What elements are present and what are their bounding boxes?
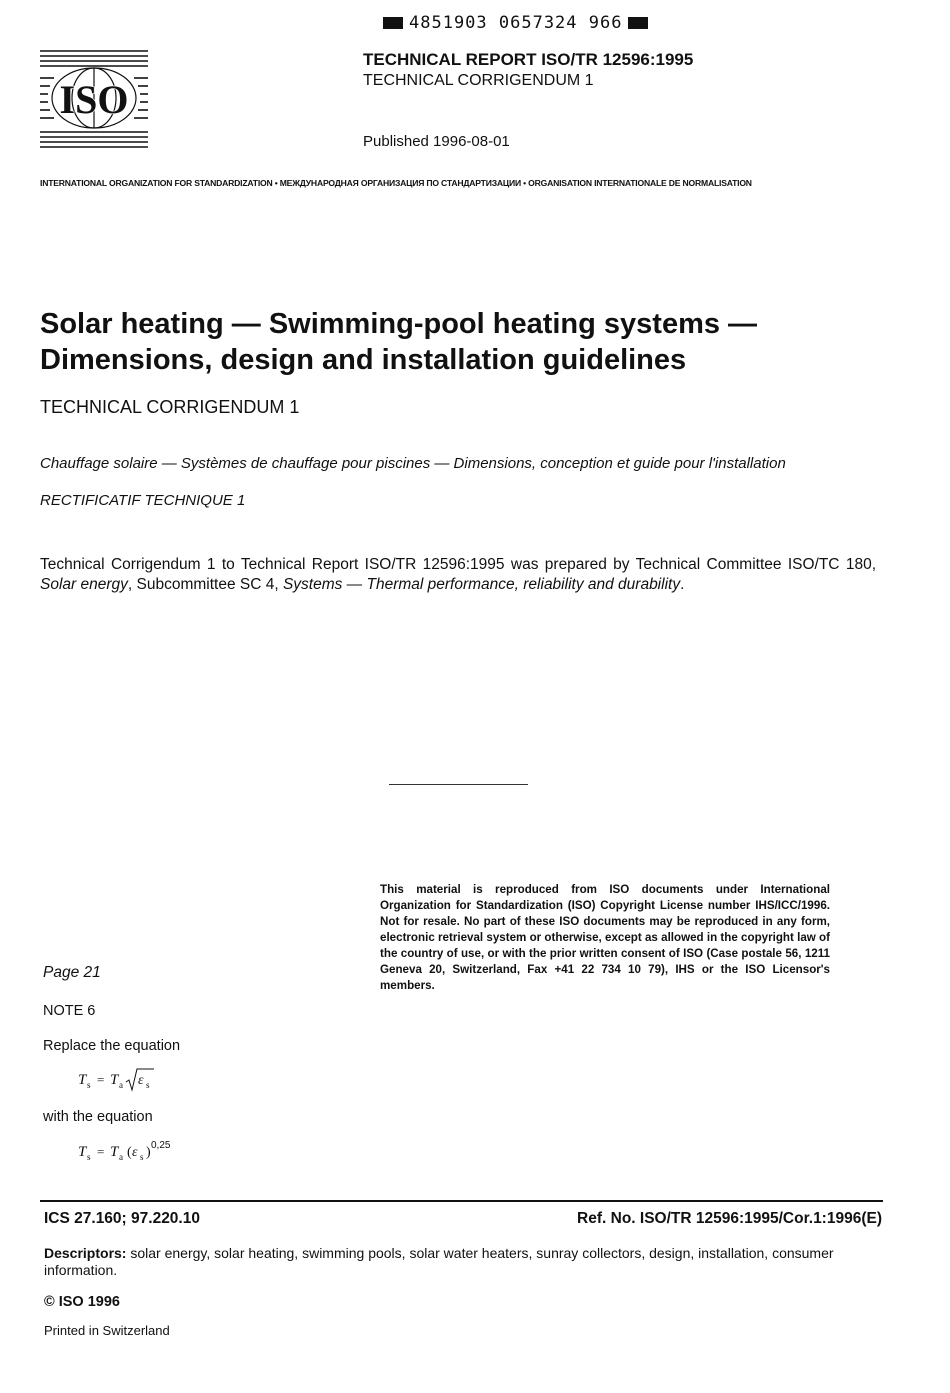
eq2-rhs-sub: a — [119, 1152, 123, 1162]
title-line-1: Solar heating — Swimming-pool heating systems — — [40, 308, 758, 340]
para-subcommittee-name: Systems — Thermal performance, reliability and durability — [282, 576, 681, 593]
eq2-arg-sub: s — [140, 1152, 144, 1162]
para-end: . — [680, 576, 685, 593]
report-subtitle: TECHNICAL CORRIGENDUM 1 — [363, 72, 594, 89]
eq1-rhs: T — [110, 1072, 119, 1088]
printed-in: Printed in Switzerland — [44, 1323, 170, 1338]
eq2-rhs: T — [110, 1144, 119, 1160]
eq2-open-paren: ( — [127, 1145, 132, 1160]
french-title: Chauffage solaire — Systèmes de chauffage pour piscines — Dimensions, conception et guide pour l'installation — [40, 455, 786, 472]
french-corrigendum-label: RECTIFICATIF TECHNIQUE 1 — [40, 492, 246, 509]
descriptors-label: Descriptors: — [44, 1245, 127, 1261]
note-label: NOTE 6 — [43, 1003, 96, 1019]
iso-logo — [40, 48, 148, 152]
organization-line: INTERNATIONAL ORGANIZATION FOR STANDARDIZATION • МЕЖДУНАРОДНАЯ ОРГАНИЗАЦИЯ ПО СТАНДАРТИЗАЦИИ • ORGANISATION INTERNATIONALE DE NORMALISATION — [40, 178, 752, 188]
para-start: Technical Corrigendum 1 to Technical Report ISO/TR 12596:1995 was prepared by Technical Committee ISO/TC 180, — [40, 556, 876, 573]
copyright-notice: This material is reproduced from ISO documents under International Organization for Standardization (ISO) Copyright License number IHS/ICC/1996. Not for resale. No part of these ISO documents may be reproduced in any form, electronic retrieval system or otherwise, except as allowed in the copyright law of the country of use, or with the prior written consent of ISO (Case postale 56, 1211 Geneva 20, Switzerland, Fax +41 22 734 10 79), IHS or the ISO Licensor's members. — [380, 883, 830, 992]
para-mid: , Subcommittee SC 4, — [127, 576, 283, 593]
eq1-lhs: T — [78, 1072, 87, 1088]
center-divider — [389, 784, 528, 785]
document-title — [40, 306, 900, 378]
eq1-arg-sub: s — [146, 1080, 150, 1090]
title-line-2: Dimensions, design and installation guidelines — [40, 344, 687, 376]
eq2-close-paren: ) — [146, 1145, 151, 1160]
iso-logo-text: ISO — [59, 77, 129, 122]
eq1-rhs-sub: a — [119, 1080, 123, 1090]
new-equation — [76, 1138, 186, 1168]
eq2-lhs: T — [78, 1144, 87, 1160]
eq2-arg: ε — [132, 1145, 138, 1160]
barcode-block-right — [628, 17, 648, 29]
eq1-arg: ε — [138, 1073, 144, 1088]
descriptors-text: solar energy, solar heating, swimming pools, solar water heaters, sunray collectors, design, installation, consumer information. — [44, 1245, 834, 1278]
para-committee-name: Solar energy — [40, 576, 128, 593]
eq2-lhs-sub: s — [87, 1152, 91, 1162]
iso-copyright: © ISO 1996 — [44, 1294, 120, 1310]
reference-number: Ref. No. ISO/TR 12596:1995/Cor.1:1996(E) — [577, 1210, 882, 1227]
barcode-line — [377, 13, 654, 33]
ics-codes: ICS 27.160; 97.220.10 — [44, 1210, 200, 1227]
published-date: Published 1996-08-01 — [363, 133, 510, 150]
barcode-number: 4851903 0657324 966 — [409, 13, 623, 33]
with-instruction: with the equation — [43, 1109, 153, 1125]
eq2-equals: = — [97, 1144, 105, 1159]
eq2-exponent: 0,25 — [151, 1140, 171, 1151]
old-equation — [76, 1066, 166, 1096]
eq1-equals: = — [97, 1072, 105, 1087]
replace-instruction: Replace the equation — [43, 1038, 181, 1054]
corrigendum-label: TECHNICAL CORRIGENDUM 1 — [40, 397, 300, 417]
barcode-block-left — [383, 17, 403, 29]
descriptors — [44, 1245, 874, 1279]
report-title: TECHNICAL REPORT ISO/TR 12596:1995 — [363, 50, 694, 69]
page-reference: Page 21 — [43, 964, 101, 981]
intro-paragraph — [40, 555, 876, 595]
eq1-lhs-sub: s — [87, 1080, 91, 1090]
footer-rule — [40, 1200, 883, 1202]
